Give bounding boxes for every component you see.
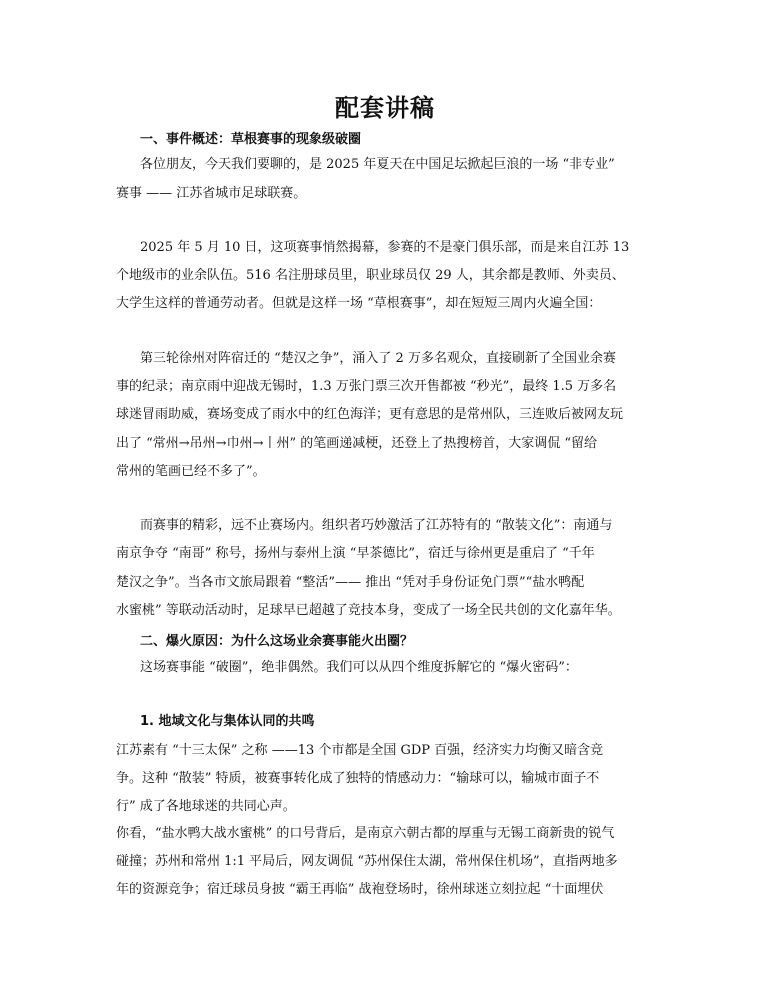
paragraph-line: 2025 年 5 月 10 日，这项赛事悄然揭幕，参赛的不是豪门俱乐部，而是来自江苏 13 [140,240,630,255]
paragraph-line: 年的资源竞争；宿迁球员身披 “霸王再临” 战袍登场时，徐州球迷立刻拉起 “十面埋伏 [116,882,604,897]
paragraph-line: 大学生这样的普通劳动者。但就是这样一场 “草根赛事”，却在短短三周内火遍全国： [116,296,602,311]
paragraph-line: 江苏素有 “十三太保” 之称 ——13 个市都是全国 GDP 百强，经济实力均衡又暗含竞 [116,743,604,758]
paragraph-line: 碰撞；苏州和常州 1:1 平局后，网友调侃 “苏州保住太湖，常州保住机场”，直指两地多 [116,854,618,869]
paragraph-line: 事的纪录；南京雨中迎战无锡时，1.3 万张门票三次开售都被 “秒光”，最终 1.5 万多名 [116,379,617,394]
paragraph-line: 常州的笔画已经不多了”。 [116,464,266,479]
paragraph-line: 行” 成了各地球迷的共同心声。 [116,799,296,814]
paragraph-line: 水蜜桃” 等联动活动时，足球早已超越了竞技本身，变成了一场全民共创的文化嘉年华。 [116,603,621,618]
paragraph-line: 各位朋友，今天我们要聊的，是 2025 年夏天在中国足坛掀起巨浪的一场 “非专业” [140,157,615,172]
paragraph-line: 楚汉之争”。当各市文旅局跟着 “整活”—— 推出 “凭对手身份证免门票”“盐水鸭配 [116,575,585,590]
paragraph-line: 球迷冒雨助威，赛场变成了雨水中的红色海洋；更有意思的是常州队，三连败后被网友玩 [116,407,624,422]
paragraph-line: 出了 “常州→吊州→巾州→丨州” 的笔画递减梗，还登上了热搜榜首，大家调侃 “留给 [116,436,598,451]
section-heading-2: 二、爆火原因：为什么这场业余赛事能火出圈？ [140,634,414,649]
page-title: 配套讲稿 [335,93,435,122]
paragraph-line: 南京争夺 “南哥” 称号，扬州与泰州上演 “早茶德比”，宿迁与徐州更是重启了 “千年 [116,546,595,561]
paragraph-line: 赛事 —— 江苏省城市足球联赛。 [116,186,307,201]
paragraph-line: 而赛事的精彩，远不止赛场内。组织者巧妙激活了江苏特有的 “散装文化”：南通与 [140,518,613,533]
paragraph-line: 第三轮徐州对阵宿迁的 “楚汉之争”，涌入了 2 万多名观众，直接刷新了全国业余赛 [140,351,616,366]
paragraph-line: 你看，“盐水鸭大战水蜜桃” 的口号背后，是南京六朝古都的厚重与无锡工商新贵的锐气 [116,826,615,841]
paragraph-line: 这场赛事能 “破圈”，绝非偶然。我们可以从四个维度拆解它的 “爆火密码”： [140,660,578,675]
paragraph-line: 争。这种 “散装” 特质，被赛事转化成了独特的情感动力：“输球可以，输城市面子不 [116,771,600,786]
paragraph-line: 个地级市的业余队伍。516 名注册球员里，职业球员仅 29 人，其余都是教师、外卖员、 [116,268,625,283]
section-heading-1: 一、事件概述：草根赛事的现象级破圈 [140,132,362,147]
subheading: 1. 地域文化与集体认同的共鸣 [140,714,315,729]
